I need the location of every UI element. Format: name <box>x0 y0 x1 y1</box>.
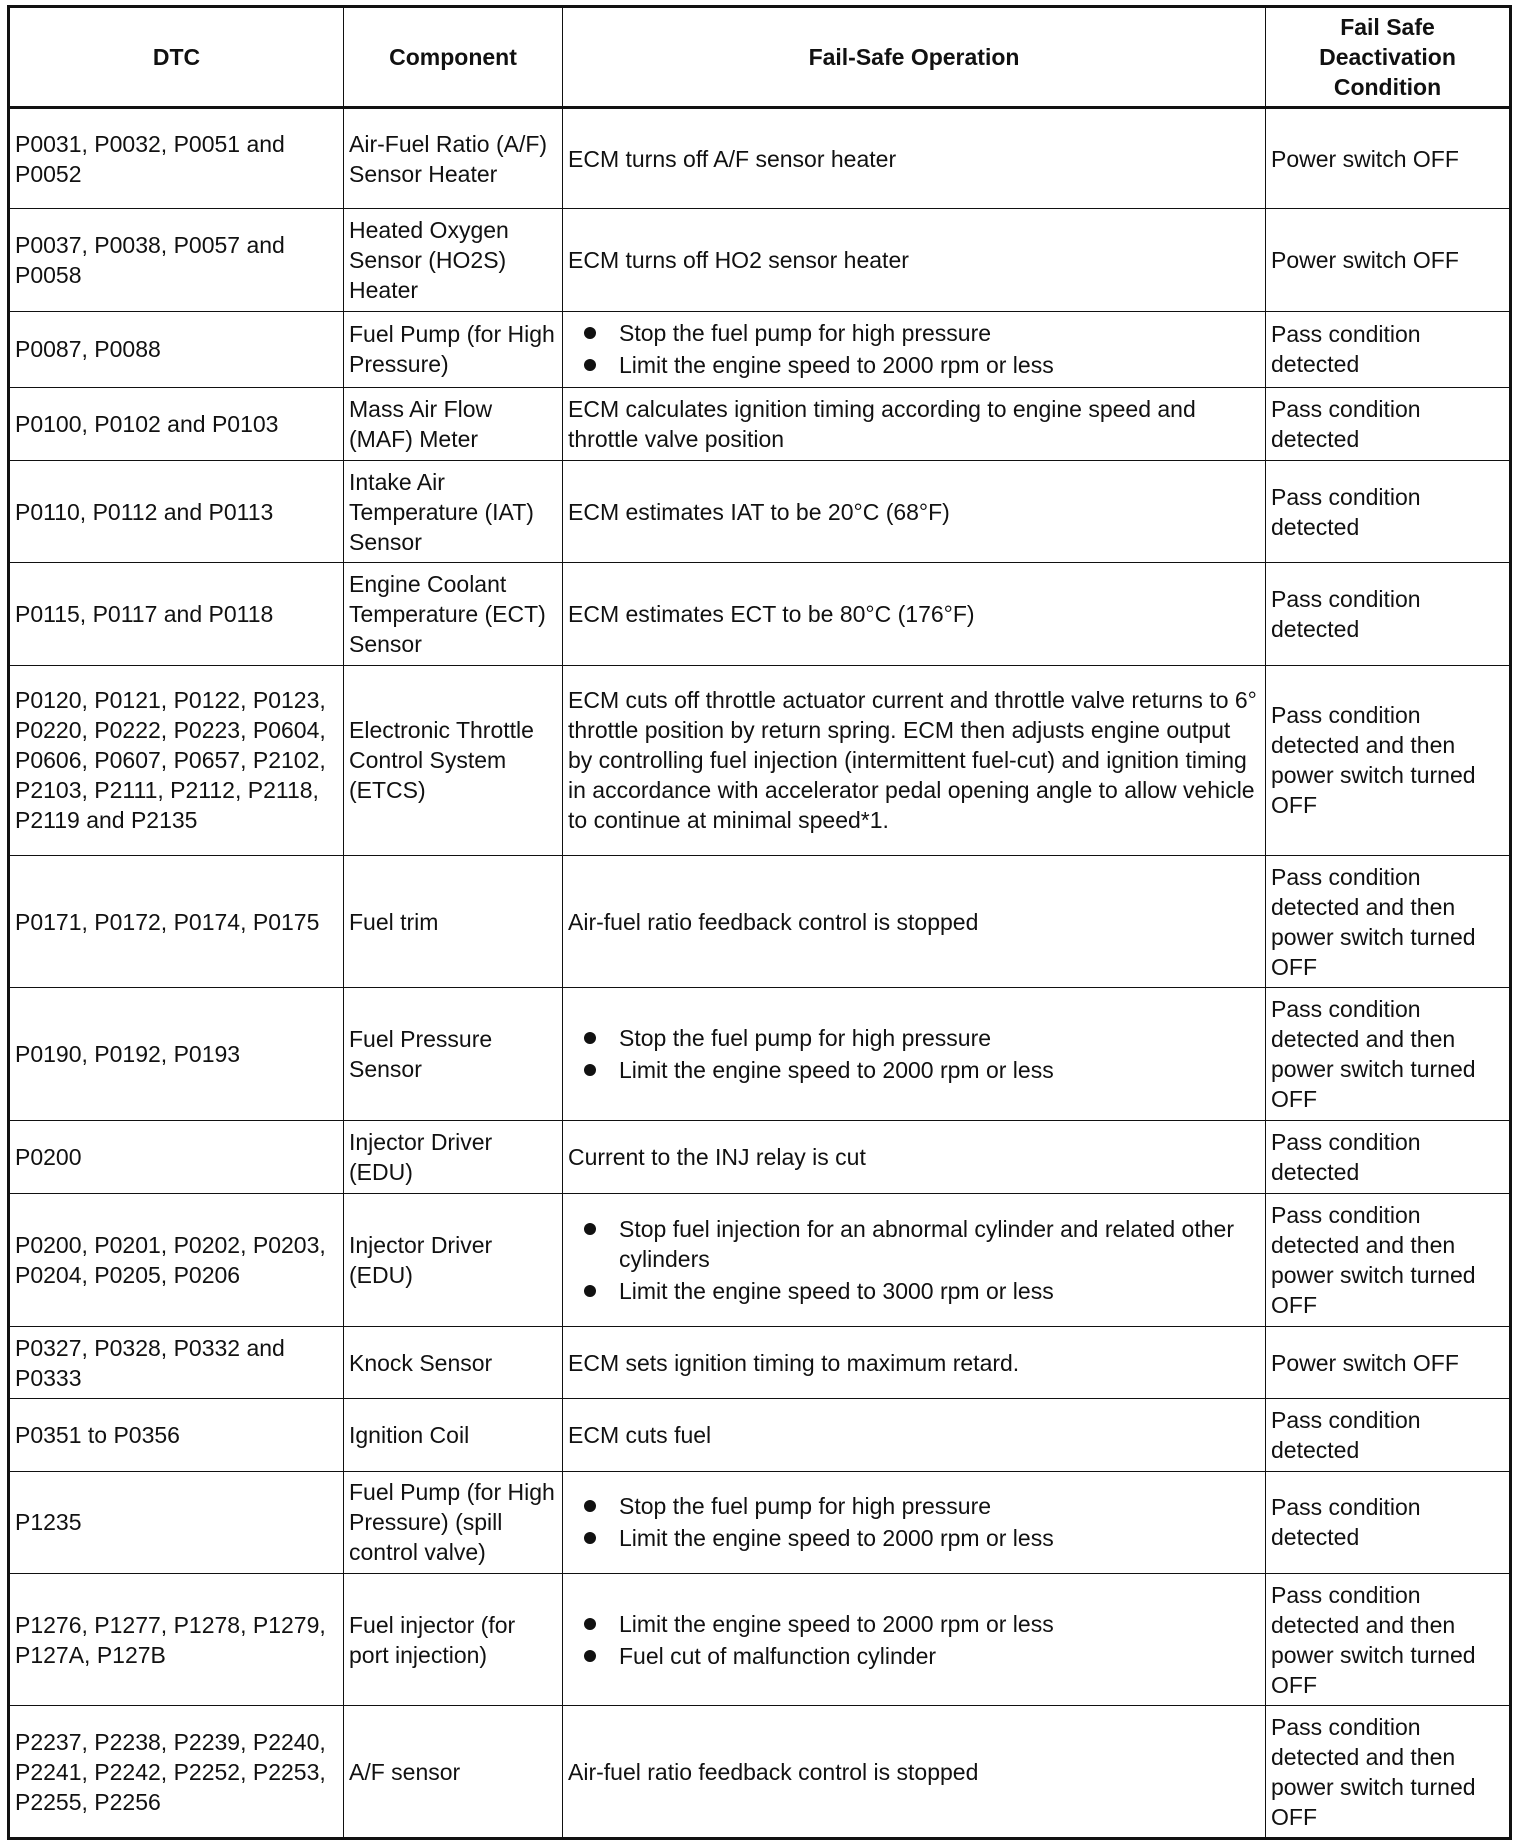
table-row <box>9 1706 1511 1839</box>
operation-bullet: Stop fuel injection for an abnormal cylinder and related other cylinders <box>582 1214 1260 1274</box>
deactivation-cell: Power switch OFF <box>1266 1327 1511 1398</box>
operation-cell <box>563 311 1266 387</box>
table-row <box>9 988 1511 1120</box>
operation-bullet: Limit the engine speed to 2000 rpm or less <box>582 1523 1260 1553</box>
table-row <box>9 563 1511 665</box>
component-cell: Fuel injector (for port injection) <box>344 1574 563 1706</box>
dtc-cell: P0200, P0201, P0202, P0203, P0204, P0205, P0206 <box>9 1194 344 1327</box>
dtc-cell: P2237, P2238, P2239, P2240, P2241, P2242, P2252, P2253, P2255, P2256 <box>9 1706 344 1839</box>
operation-bullet-list <box>568 1609 1260 1671</box>
table-row <box>9 856 1511 988</box>
operation-cell: ECM turns off HO2 sensor heater <box>563 209 1266 311</box>
component-cell: Mass Air Flow (MAF) Meter <box>344 387 563 460</box>
operation-cell: Current to the INJ relay is cut <box>563 1120 1266 1193</box>
header-row <box>9 7 1511 108</box>
header-fail-safe-operation: Fail-Safe Operation <box>563 7 1266 108</box>
header-dtc: DTC <box>9 7 344 108</box>
table-row <box>9 209 1511 311</box>
operation-bullet: Stop the fuel pump for high pressure <box>582 318 1260 348</box>
component-cell: Electronic Throttle Control System (ETCS) <box>344 665 563 856</box>
component-cell: A/F sensor <box>344 1706 563 1839</box>
deactivation-cell: Pass condition detected and then power switch turned OFF <box>1266 665 1511 856</box>
operation-cell <box>563 1471 1266 1573</box>
deactivation-cell: Pass condition detected and then power switch turned OFF <box>1266 856 1511 988</box>
operation-cell: ECM sets ignition timing to maximum retard. <box>563 1327 1266 1398</box>
dtc-cell: P0037, P0038, P0057 and P0058 <box>9 209 344 311</box>
operation-bullet: Fuel cut of malfunction cylinder <box>582 1641 1260 1671</box>
deactivation-cell: Pass condition detected and then power switch turned OFF <box>1266 1574 1511 1706</box>
operation-cell: ECM estimates IAT to be 20°C (68°F) <box>563 460 1266 562</box>
deactivation-cell: Pass condition detected and then power switch turned OFF <box>1266 1194 1511 1327</box>
dtc-cell: P0110, P0112 and P0113 <box>9 460 344 562</box>
operation-bullet: Limit the engine speed to 3000 rpm or less <box>582 1276 1260 1306</box>
operation-bullet-list <box>568 1491 1260 1553</box>
deactivation-cell: Pass condition detected <box>1266 311 1511 387</box>
operation-cell: Air-fuel ratio feedback control is stopped <box>563 856 1266 988</box>
table-row <box>9 1327 1511 1398</box>
component-cell: Fuel trim <box>344 856 563 988</box>
dtc-cell: P0120, P0121, P0122, P0123, P0220, P0222, P0223, P0604, P0606, P0607, P0657, P2102, P2103, P2111, P2112, P2118, P2119 and P2135 <box>9 665 344 856</box>
operation-bullet-list <box>568 1023 1260 1085</box>
operation-cell: Air-fuel ratio feedback control is stopped <box>563 1706 1266 1839</box>
deactivation-cell: Pass condition detected <box>1266 460 1511 562</box>
deactivation-cell: Pass condition detected <box>1266 563 1511 665</box>
operation-cell: ECM cuts fuel <box>563 1398 1266 1471</box>
dtc-cell: P0031, P0032, P0051 and P0052 <box>9 108 344 209</box>
deactivation-cell: Pass condition detected <box>1266 1398 1511 1471</box>
table-row <box>9 460 1511 562</box>
operation-bullet: Limit the engine speed to 2000 rpm or less <box>582 1055 1260 1085</box>
fail-safe-table <box>7 5 1512 1840</box>
operation-bullet-list <box>568 1214 1260 1306</box>
component-cell: Intake Air Temperature (IAT) Sensor <box>344 460 563 562</box>
operation-bullet: Stop the fuel pump for high pressure <box>582 1491 1260 1521</box>
deactivation-cell: Power switch OFF <box>1266 108 1511 209</box>
table-row <box>9 1471 1511 1573</box>
table-row <box>9 311 1511 387</box>
table-row <box>9 665 1511 856</box>
operation-cell: ECM turns off A/F sensor heater <box>563 108 1266 209</box>
table-row <box>9 387 1511 460</box>
dtc-cell: P0190, P0192, P0193 <box>9 988 344 1120</box>
dtc-cell: P0327, P0328, P0332 and P0333 <box>9 1327 344 1398</box>
dtc-cell: P0115, P0117 and P0118 <box>9 563 344 665</box>
component-cell: Knock Sensor <box>344 1327 563 1398</box>
component-cell: Injector Driver (EDU) <box>344 1120 563 1193</box>
component-cell: Heated Oxygen Sensor (HO2S) Heater <box>344 209 563 311</box>
table-row <box>9 108 1511 209</box>
component-cell: Injector Driver (EDU) <box>344 1194 563 1327</box>
deactivation-cell: Power switch OFF <box>1266 209 1511 311</box>
deactivation-cell: Pass condition detected <box>1266 1471 1511 1573</box>
component-cell: Fuel Pump (for High Pressure) <box>344 311 563 387</box>
operation-bullet: Limit the engine speed to 2000 rpm or less <box>582 1609 1260 1639</box>
dtc-cell: P0351 to P0356 <box>9 1398 344 1471</box>
dtc-cell: P0171, P0172, P0174, P0175 <box>9 856 344 988</box>
operation-bullet: Stop the fuel pump for high pressure <box>582 1023 1260 1053</box>
component-cell: Air-Fuel Ratio (A/F) Sensor Heater <box>344 108 563 209</box>
header-deactivation-condition: Fail Safe Deactivation Condition <box>1266 7 1511 108</box>
deactivation-cell: Pass condition detected and then power switch turned OFF <box>1266 988 1511 1120</box>
deactivation-cell: Pass condition detected <box>1266 1120 1511 1193</box>
component-cell: Fuel Pressure Sensor <box>344 988 563 1120</box>
deactivation-cell: Pass condition detected <box>1266 387 1511 460</box>
dtc-cell: P1235 <box>9 1471 344 1573</box>
operation-bullet: Limit the engine speed to 2000 rpm or less <box>582 350 1260 380</box>
table-row <box>9 1574 1511 1706</box>
operation-bullet-list <box>568 318 1260 380</box>
operation-cell: ECM cuts off throttle actuator current and throttle valve returns to 6° throttle position by return spring. ECM then adjusts engine output by controlling fuel injection (intermittent fuel-cut) and ignition timing in accordance with accelerator pedal opening angle to allow vehicle to continue at minimal speed*1. <box>563 665 1266 856</box>
dtc-cell: P0200 <box>9 1120 344 1193</box>
table-header <box>9 7 1511 108</box>
table-body <box>9 108 1511 1839</box>
dtc-cell: P1276, P1277, P1278, P1279, P127A, P127B <box>9 1574 344 1706</box>
operation-cell <box>563 1574 1266 1706</box>
component-cell: Fuel Pump (for High Pressure) (spill control valve) <box>344 1471 563 1573</box>
operation-cell: ECM estimates ECT to be 80°C (176°F) <box>563 563 1266 665</box>
dtc-cell: P0100, P0102 and P0103 <box>9 387 344 460</box>
component-cell: Engine Coolant Temperature (ECT) Sensor <box>344 563 563 665</box>
dtc-cell: P0087, P0088 <box>9 311 344 387</box>
operation-cell <box>563 1194 1266 1327</box>
header-component: Component <box>344 7 563 108</box>
table-row <box>9 1398 1511 1471</box>
component-cell: Ignition Coil <box>344 1398 563 1471</box>
table-row <box>9 1194 1511 1327</box>
deactivation-cell: Pass condition detected and then power switch turned OFF <box>1266 1706 1511 1839</box>
operation-cell <box>563 988 1266 1120</box>
table-row <box>9 1120 1511 1193</box>
operation-cell: ECM calculates ignition timing according to engine speed and throttle valve position <box>563 387 1266 460</box>
